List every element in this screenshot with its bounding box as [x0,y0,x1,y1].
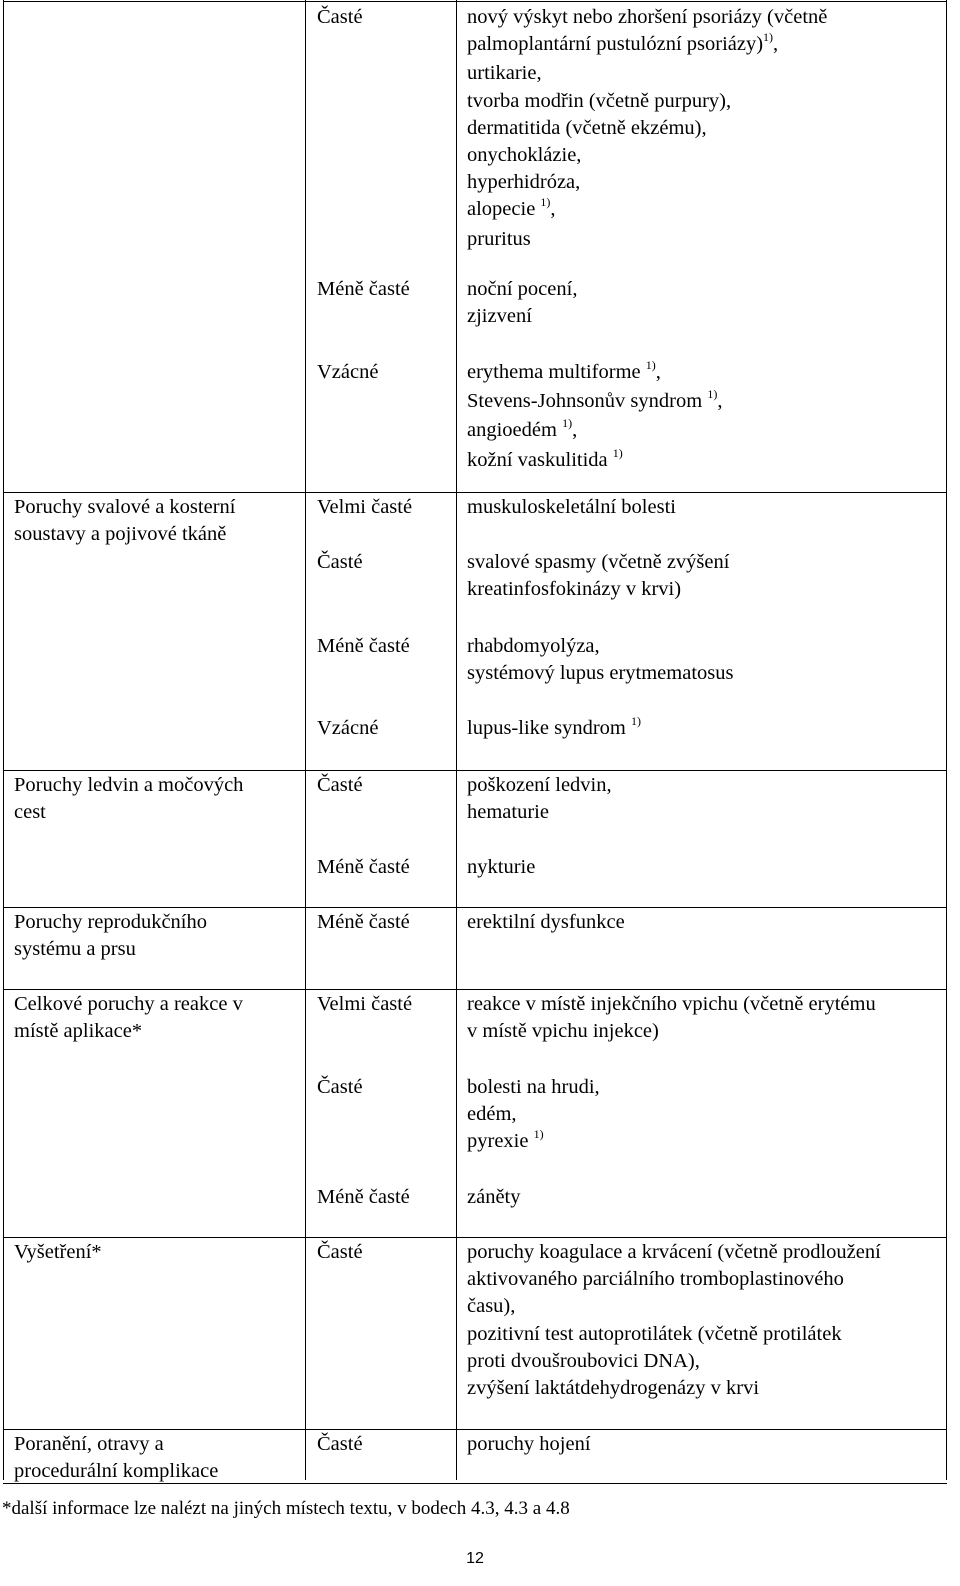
frequency-label: Méně časté [317,1186,410,1208]
organ-class-cell [14,1239,304,1266]
frequency-label: Méně časté [317,911,410,933]
adverse-reaction-line: poruchy hojení [467,1433,591,1455]
adverse-reaction-line: muskuloskeletální bolesti [467,496,676,518]
adverse-reaction-line: v místě vpichu injekce) [467,1020,659,1043]
organ-class-text: procedurální komplikace [14,1460,219,1483]
adverse-reaction-line: alopecie $^{1)}$, [467,195,556,221]
organ-class-text: Poranění, otravy a [14,1433,164,1455]
adverse-reaction-list [467,276,945,330]
adverse-reaction-line: proti dvoušroubovici DNA), [467,1349,700,1372]
frequency-label: Méně časté [317,278,410,300]
organ-class-text: Vyšetření* [14,1241,102,1263]
adverse-reaction-list [467,909,945,936]
table-row-separator [3,1429,947,1430]
adverse-reaction-line: nový výskyt nebo zhoršení psoriázy (včetně [467,6,828,28]
table-border-left [3,0,4,1480]
adverse-reaction-line: bolesti na hrudi, [467,1076,600,1098]
frequency-label: Vzácné [317,361,379,383]
adverse-reaction-list [467,772,945,826]
organ-class-text: Poruchy reprodukčního [14,911,207,933]
adverse-reaction-list [467,359,945,476]
frequency-label: Časté [317,1241,363,1263]
adverse-reaction-line: erektilní dysfunkce [467,911,625,933]
organ-class-text: soustavy a pojivové tkáně [14,523,227,546]
adverse-reaction-line: angioedém $^{1)}$, [467,416,578,442]
adverse-reaction-list [467,633,945,687]
adverse-reaction-list [467,549,945,603]
organ-class-text: cest [14,801,46,824]
adverse-reaction-line: zjizvení [467,305,532,328]
adverse-reaction-line: onychoklázie, [467,144,582,167]
adverse-reaction-line: záněty [467,1186,521,1208]
adverse-reaction-line: pyrexie $^{1)}$ [467,1127,544,1153]
adverse-reaction-list [467,991,945,1045]
organ-class-text: systému a prsu [14,938,136,961]
organ-class-text: Celkové poruchy a reakce v [14,993,243,1015]
adverse-reaction-list [467,4,945,253]
frequency-label: Časté [317,1076,363,1098]
frequency-label: Časté [317,551,363,573]
table-row-separator [3,907,947,908]
adverse-reaction-line: času), [467,1295,516,1318]
frequency-label: Vzácné [317,717,379,739]
adverse-reaction-list [467,494,945,521]
adverse-reaction-line: kreatinfosfokinázy v krvi) [467,578,682,601]
organ-class-text: místě aplikace* [14,1020,143,1043]
adverse-reaction-line: hematurie [467,801,549,824]
adverse-reaction-list [467,1239,945,1402]
frequency-label: Časté [317,1433,363,1455]
adverse-reaction-line: reakce v místě injekčního vpichu (včetně erytému [467,993,876,1015]
adverse-reaction-line: palmoplantární pustulózní psoriázy)$^{1)}$, [467,30,779,56]
table-column-divider-2 [456,0,457,1480]
organ-class-cell [14,494,304,548]
adverse-reaction-line: tvorba modřin (včetně purpury), [467,89,732,112]
adverse-reaction-line: pozitivní test autoprotilátek (včetně protilátek [467,1322,842,1345]
table-border-right [946,0,947,1480]
frequency-label: Velmi časté [317,496,413,518]
organ-class-cell [14,909,304,963]
organ-class-cell [14,1431,304,1485]
adverse-reaction-line: poruchy koagulace a krvácení (včetně prodloužení [467,1241,881,1263]
table-column-divider-1 [305,0,306,1480]
table-row-separator [3,1237,947,1238]
adverse-reaction-line: edém, [467,1103,517,1126]
adverse-reaction-line: rhabdomyolýza, [467,635,600,657]
adverse-reaction-list [467,1074,945,1158]
adverse-reaction-line: poškození ledvin, [467,774,612,796]
table-row-separator [3,770,947,771]
adverse-reaction-line: systémový lupus erytmematosus [467,662,734,685]
adverse-reaction-line: aktivovaného parciálního tromboplastinového [467,1268,844,1291]
frequency-label: Méně časté [317,856,410,878]
adverse-reaction-line: kožní vaskulitida $^{1)}$ [467,445,623,471]
table-footnote: *další informace lze nalézt na jiných místech textu, v bodech 4.3, 4.3 a 4.8 [2,1498,570,1519]
adverse-reaction-line: dermatitida (včetně ekzému), [467,116,707,139]
adverse-reaction-list [467,1431,945,1458]
adverse-reaction-line: erythema multiforme $^{1)}$, [467,358,661,383]
table-border-top [3,1,947,2]
table-row-separator [3,492,947,493]
organ-class-text: Poruchy ledvin a močových [14,774,244,796]
adverse-reaction-line: pruritus [467,227,531,250]
adverse-reaction-line: hyperhidróza, [467,171,581,194]
adverse-reaction-list [467,1184,945,1211]
frequency-label: Časté [317,774,363,796]
frequency-label: Velmi časté [317,993,413,1015]
frequency-label: Časté [317,6,363,28]
table-row-separator [3,989,947,990]
adverse-reaction-list [467,854,945,881]
adverse-reaction-line: nykturie [467,856,536,878]
adverse-reaction-line: Stevens-Johnsonův syndrom $^{1)}$, [467,387,723,413]
adverse-reaction-line: zvýšení laktátdehydrogenázy v krvi [467,1377,760,1400]
adverse-reaction-list [467,715,945,744]
adverse-reaction-line: urtikarie, [467,62,542,85]
organ-class-cell [14,772,304,826]
adverse-reaction-line: lupus-like syndrom $^{1)}$ [467,714,641,739]
page-number: 12 [466,1550,484,1567]
adverse-reaction-line: svalové spasmy (včetně zvýšení [467,551,730,573]
organ-class-text: Poruchy svalové a kosterní [14,496,236,518]
adverse-reaction-line: noční pocení, [467,278,578,300]
organ-class-cell [14,991,304,1045]
frequency-label: Méně časté [317,635,410,657]
